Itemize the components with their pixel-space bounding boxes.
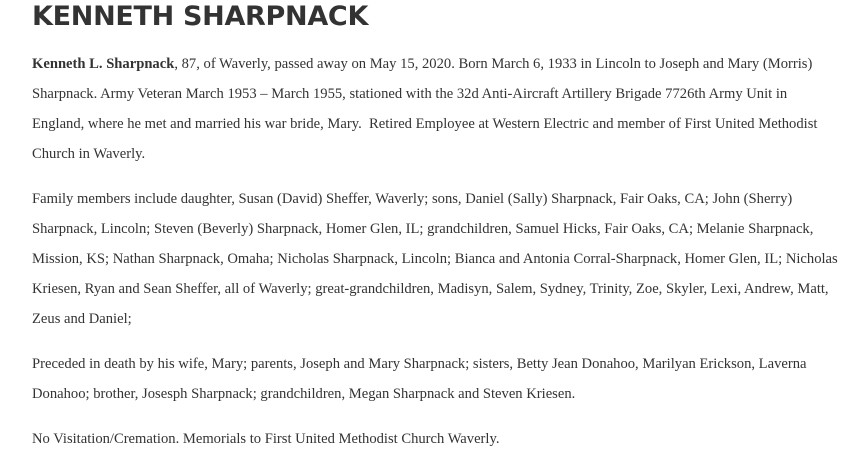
memorials-paragraph: No Visitation/Cremation. Memorials to First United Methodist Church Waverly. [32, 431, 500, 447]
family-members-paragraph: Family members include daughter, Susan (David) Sheffer, Waverly; sons, Daniel (Sally) Sharpnack, Fair Oaks, CA; John (Sherry) Sharpnack, Lincoln; Steven (Beverly) Sharpnack, Homer Glen, IL; grandchildren, Samuel Hicks, Fair Oaks, CA; Melanie Sharpnack, Mission, KS; Nathan Sharpnack, Omaha; Nicholas Sharpnack, Lincoln; Bianca and Antonia Corral-Sharpnack, Homer Glen, IL; Nicholas Kriesen, Ryan and Sean Sheffer, all of Waverly; great-grandchildren, Madisyn, Salem, Sydney, Trinity, Zoe, Skyler, Lexi, Andrew, Matt, Zeus and Daniel; [32, 191, 838, 327]
intro-paragraph [32, 49, 840, 169]
obituary-article [32, 0, 840, 447]
deceased-name: Kenneth L. Sharpnack [32, 56, 175, 72]
page-title: KENNETH SHARPNACK [32, 1, 369, 32]
intro-text: , 87, of Waverly, passed away on May 15, 2020. Born March 6, 1933 in Lincoln to Joseph and Mary (Morris) Sharpnack. Army Veteran March 1953 – March 1955, stationed with the 32d Anti-Aircraft Artillery Brigade 7726th Army Unit in England, where he met and married his war bride, Mary. Retired Employee at Western Electric and member of First United Methodist Church in Waverly. [32, 56, 818, 162]
preceded-in-death-paragraph: Preceded in death by his wife, Mary; parents, Joseph and Mary Sharpnack; sisters, Betty Jean Donahoo, Marilyan Erickson, Laverna Donahoo; brother, Josesph Sharpnack; grandchildren, Megan Sharpnack and Steven Kriesen. [32, 356, 807, 402]
